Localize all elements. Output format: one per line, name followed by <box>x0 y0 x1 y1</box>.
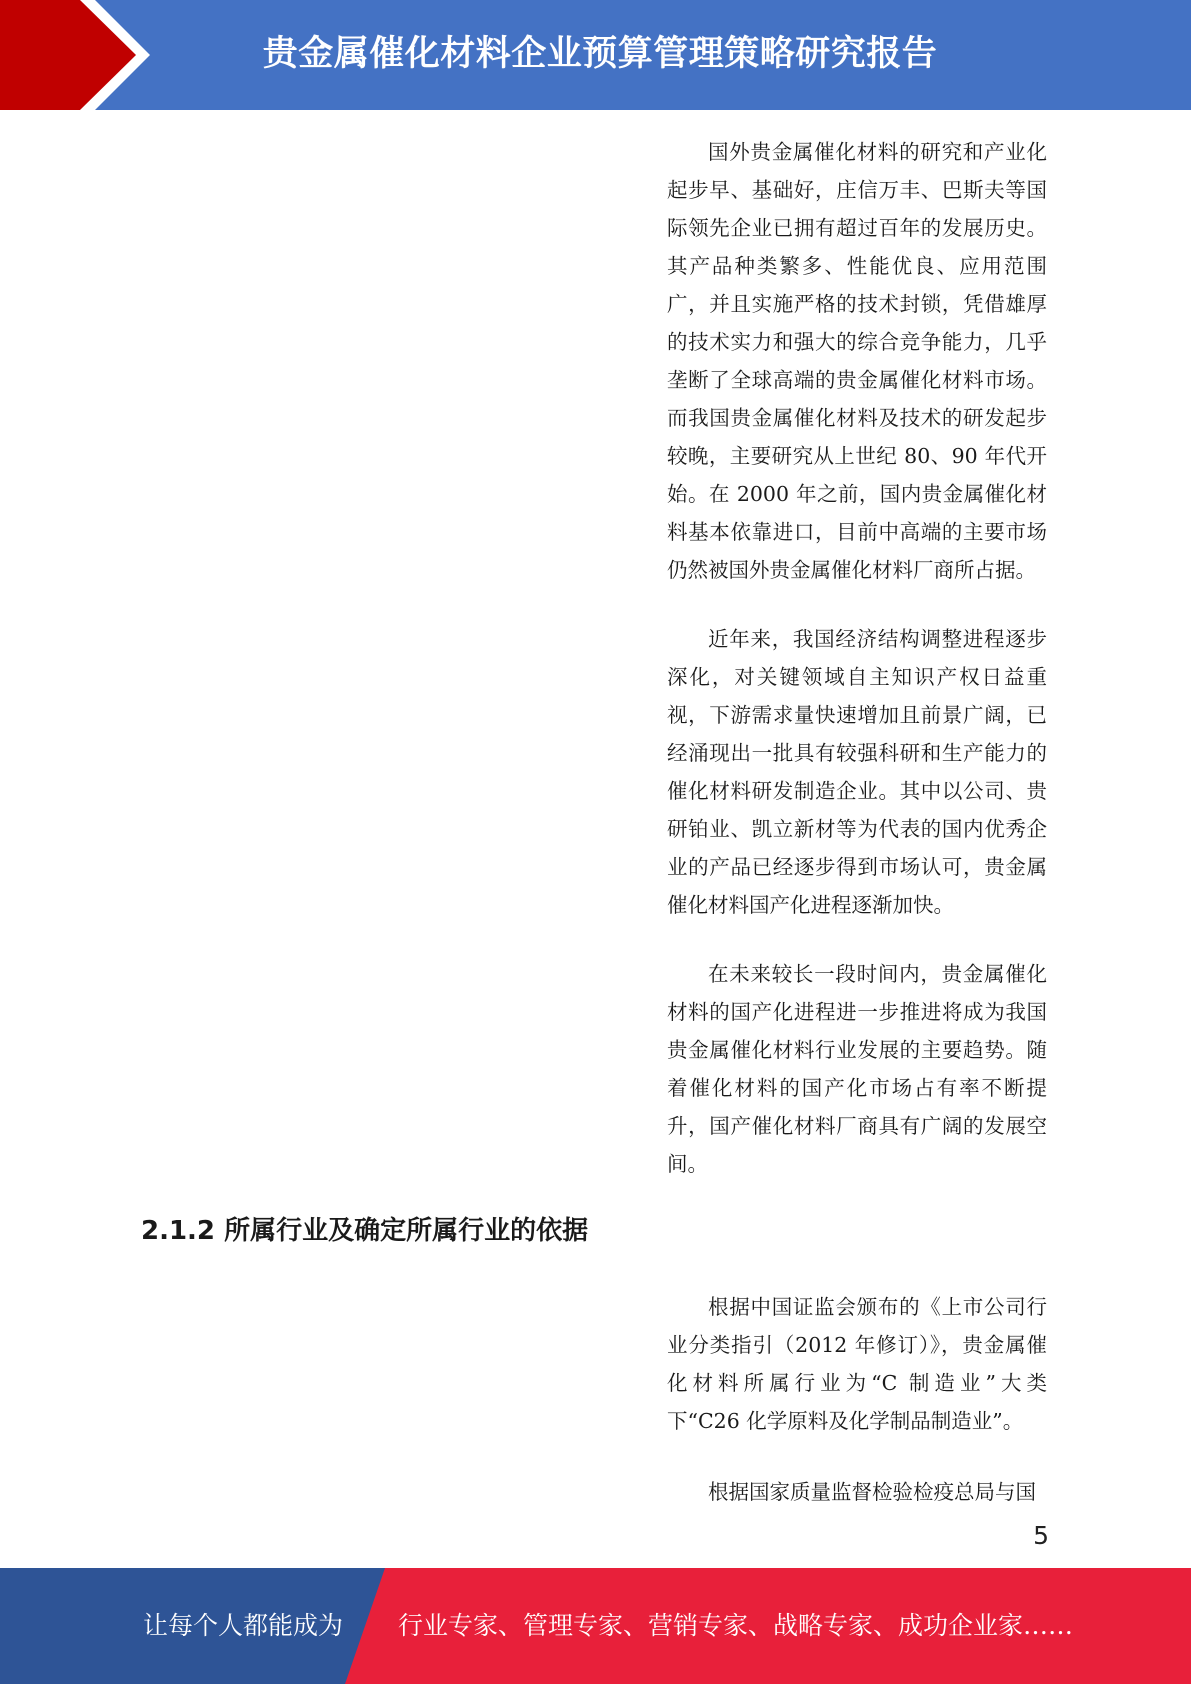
footer-slogan-right: 行业专家、管理专家、营销专家、战略专家、成功企业家…… <box>398 1611 1074 1640</box>
header-banner <box>0 0 1191 110</box>
footer-banner <box>0 1568 1191 1684</box>
footer-slogan-left: 让每个人都能成为 <box>143 1611 344 1640</box>
section-paragraph-2: 根据国家质量监督检验检疫总局与国 <box>708 1480 1036 1504</box>
section-paragraph-1: 根据中国证监会颁布的《上市公司行业分类指引（2012 年修订）》，贵金属催化材料所属行业为“C 制造业”大类下“C26 化学原料及化学制品制造业”。 <box>667 1295 1047 1433</box>
section-heading: 2.1.2 所属行业及确定所属行业的依据 <box>141 1216 589 1246</box>
body-paragraph-2: 近年来，我国经济结构调整进程逐步深化，对关键领域自主知识产权日益重视，下游需求量快速增加且前景广阔，已经涌现出一批具有较强科研和生产能力的催化材料研发制造企业。其中以公司、贵研铂业、凯立新材等为代表的国内优秀企业的产品已经逐步得到市场认可，贵金属催化材料国产化进程逐渐加快。 <box>667 627 1047 917</box>
page-number: 5 <box>1033 1521 1049 1550</box>
body-paragraph-1: 国外贵金属催化材料的研究和产业化起步早、基础好，庄信万丰、巴斯夫等国际领先企业已拥有超过百年的发展历史。其产品种类繁多、性能优良、应用范围广，并且实施严格的技术封锁，凭借雄厚的技术实力和强大的综合竞争能力，几乎垄断了全球高端的贵金属催化材料市场。而我国贵金属催化材料及技术的研发起步较晚，主要研究从上世纪 80、90 年代开始。在 2000 年之前，国内贵金属催化材料基本依靠进口，目前中高端的主要市场仍然被国外贵金属催化材料厂商所占据。 <box>667 140 1047 582</box>
body-paragraph-3: 在未来较长一段时间内，贵金属催化材料的国产化进程进一步推进将成为我国贵金属催化材料行业发展的主要趋势。随着催化材料的国产化市场占有率不断提升，国产催化材料厂商具有广阔的发展空间。 <box>667 962 1047 1176</box>
report-title: 贵金属催化材料企业预算管理策略研究报告 <box>262 34 938 74</box>
header-arrow-icon <box>0 0 140 110</box>
